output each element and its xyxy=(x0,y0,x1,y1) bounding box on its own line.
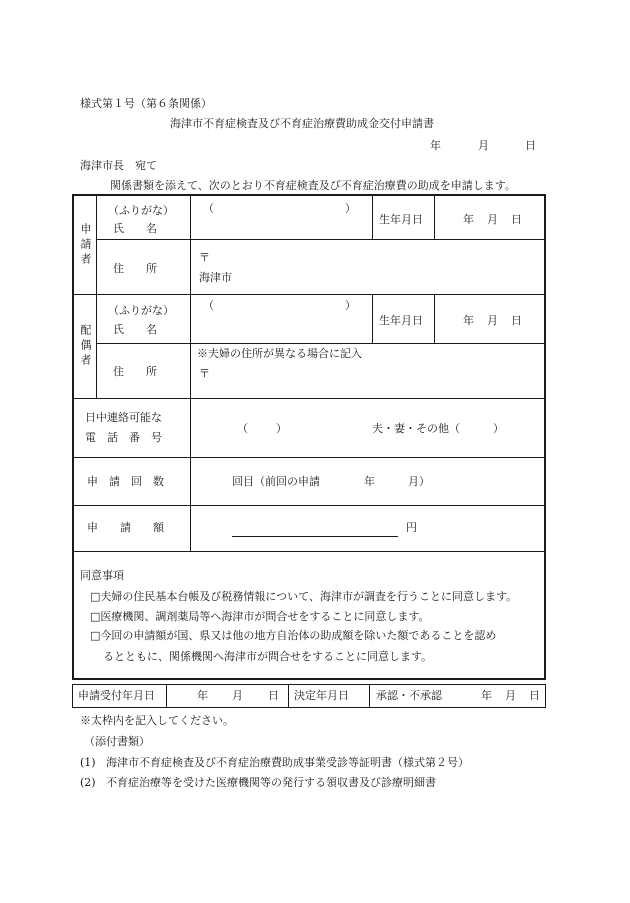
spouse-birthdate-input[interactable] xyxy=(437,297,543,341)
applicant-name-label: 氏 名 xyxy=(113,222,157,235)
spouse-postal-mark: 〒 xyxy=(199,367,210,380)
spouse-name-paren-open: （ xyxy=(203,299,214,312)
spouse-furigana-label: （ふりがな） xyxy=(108,304,174,317)
applicant-address-label: 住 所 xyxy=(113,262,157,275)
receipt-date-label: 申請受付年月日 xyxy=(78,689,155,702)
applicant-furigana-label: （ふりがな） xyxy=(108,204,174,217)
addressee: 海津市長 宛て xyxy=(80,159,157,172)
date-month-label: 月 xyxy=(478,139,489,152)
applicant-birthdate-input[interactable] xyxy=(437,198,543,238)
receipt-month: 月 xyxy=(232,689,243,702)
consent-item-medical-inquiry[interactable]: □医療機関、調剤薬局等へ海津市が問合せをすることに同意します。 xyxy=(90,610,430,623)
attachments-heading: （添付書類） xyxy=(84,735,150,748)
spouse-address-label: 住 所 xyxy=(113,365,157,378)
phone-relation-choice[interactable]: 夫・妻・その他（ ） xyxy=(372,422,504,435)
spouse-name-input[interactable] xyxy=(195,298,367,340)
applicant-name-input[interactable] xyxy=(195,200,367,236)
form-number: 様式第１号（第６条関係） xyxy=(80,97,212,110)
consent-item-grant-amount-cont: るとともに、関係機関へ海津市が問合せをすることに同意します。 xyxy=(103,650,433,663)
phone-label-line1: 日中連絡可能な xyxy=(85,411,162,424)
applicant-birth-day: 日 xyxy=(511,213,522,226)
applicant-birth-month: 月 xyxy=(487,213,498,226)
date-day-label: 日 xyxy=(525,139,536,152)
spouse-address-input[interactable] xyxy=(195,364,543,394)
application-amount-input[interactable] xyxy=(232,522,398,537)
consent-item-resident-tax[interactable]: □夫婦の住民基本台帳及び税務情報について、海津市が調査を行うことに同意します。 xyxy=(90,590,518,603)
applicant-city: 海津市 xyxy=(199,271,232,284)
applicant-address-input[interactable] xyxy=(195,243,543,291)
page-title: 海津市不育症検査及び不育症治療費助成金交付申請書 xyxy=(170,117,434,130)
attachment-1: 海津市不育症検査及び不育症治療費助成事業受診等証明書（様式第２号） xyxy=(106,756,469,769)
application-amount-label: 申 請 額 xyxy=(87,521,164,534)
applicant-name-paren-open: （ xyxy=(203,202,214,215)
date-year-label: 年 xyxy=(430,139,441,152)
footer-note: ※太枠内を記入してください。 xyxy=(80,714,234,727)
intro-text: 関係書類を添えて、次のとおり不育症検査及び不育症治療費の助成を申請します。 xyxy=(110,179,516,192)
approval-day: 日 xyxy=(529,689,540,702)
spouse-address-note: ※夫婦の住所が異なる場合に記入 xyxy=(197,347,362,360)
applicant-name-paren-close: ） xyxy=(345,202,356,215)
application-count-value: 回目（前回の申請 年 月） xyxy=(232,475,430,488)
application-count-label: 申 請 回 数 xyxy=(87,475,164,488)
receipt-day: 日 xyxy=(268,689,279,702)
applicant-postal-mark: 〒 xyxy=(199,251,210,264)
approval-year: 年 xyxy=(481,689,492,702)
spouse-name-paren-close: ） xyxy=(345,299,356,312)
spouse-birth-label: 生年月日 xyxy=(379,314,423,327)
consent-heading: 同意事項 xyxy=(80,569,124,582)
consent-item-grant-amount[interactable]: □今回の申請額が国、県又は他の地方自治体の助成額を除いた額であることを認め xyxy=(90,629,497,642)
amount-unit: 円 xyxy=(406,521,417,534)
receipt-year: 年 xyxy=(197,689,208,702)
spouse-group-label: 配偶者 xyxy=(79,324,92,369)
decision-date-label: 決定年月日 xyxy=(294,689,349,702)
approval-label: 承認・不承認 xyxy=(376,689,442,702)
spouse-birth-month: 月 xyxy=(487,314,498,327)
applicant-group-label: 申請者 xyxy=(79,222,92,268)
phone-input[interactable] xyxy=(195,402,355,454)
spouse-name-label: 氏 名 xyxy=(113,323,157,336)
attachment-1-number: (1) xyxy=(80,756,96,769)
applicant-birth-label: 生年月日 xyxy=(379,213,423,226)
application-count-input[interactable] xyxy=(195,461,543,501)
phone-paren-open: （ xyxy=(237,422,248,435)
phone-label-line2: 電 話 番 号 xyxy=(85,431,162,444)
applicant-birth-year: 年 xyxy=(463,213,474,226)
phone-paren-close: ） xyxy=(276,422,287,435)
approval-month: 月 xyxy=(505,689,516,702)
spouse-birth-year: 年 xyxy=(463,314,474,327)
spouse-birth-day: 日 xyxy=(511,314,522,327)
attachment-2-number: (2) xyxy=(80,776,96,789)
attachment-2: 不育症治療等を受けた医療機関等の発行する領収書及び診療明細書 xyxy=(106,776,436,789)
